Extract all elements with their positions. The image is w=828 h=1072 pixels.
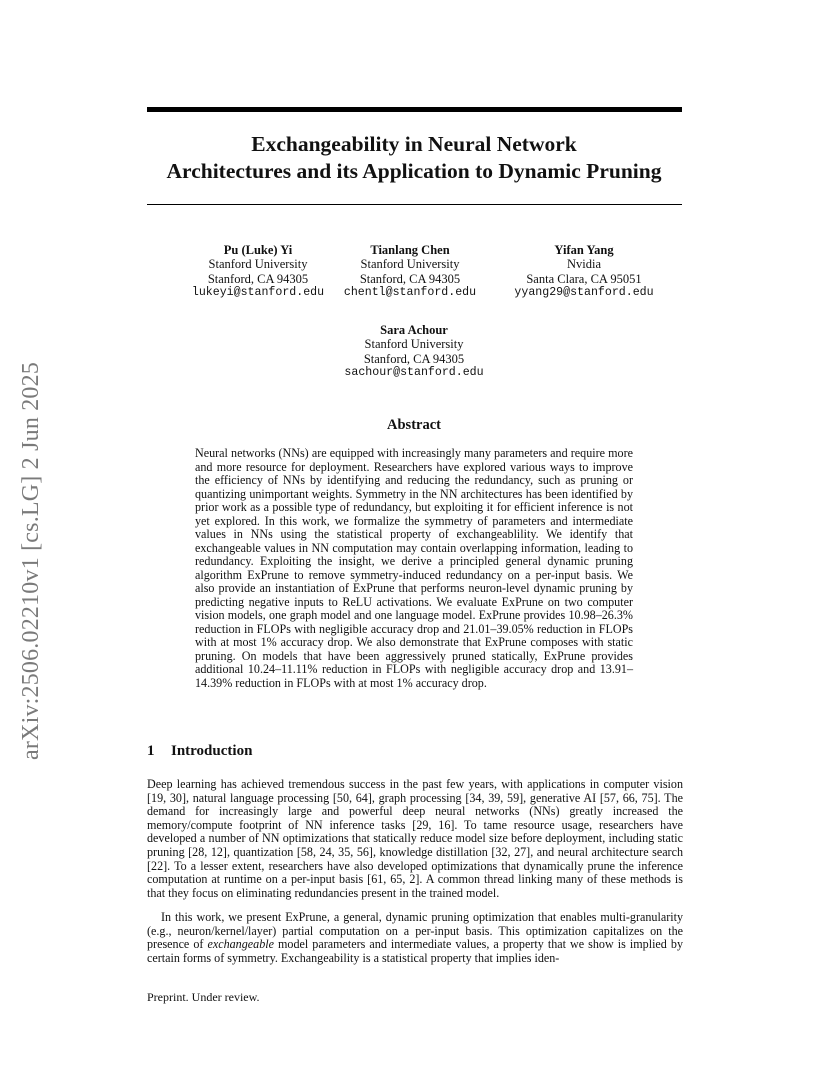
- author-affiliation: Stanford University: [360, 257, 460, 272]
- section-heading: [147, 743, 252, 760]
- paragraph-text: model parameters and intermediate values, a property that we show is implied by certain forms of symmetry. Exchangeability is a statistical property that implies iden-: [147, 937, 683, 965]
- intro-paragraph-2: [147, 911, 683, 965]
- author-affiliation: Nvidia: [566, 257, 602, 272]
- emphasis-text: exchangeable: [207, 937, 274, 952]
- section-number: 1: [147, 743, 155, 759]
- author-email[interactable]: yyang29@stanford.edu: [514, 285, 654, 299]
- author-location: Stanford, CA 94305: [207, 271, 309, 286]
- author-location: Stanford, CA 94305: [359, 271, 461, 286]
- author-name: Pu (Luke) Yi: [223, 243, 293, 257]
- author-block: [474, 243, 694, 300]
- intro-paragraph-1: Deep learning has achieved tremendous success in the past few years, with applications in computer vision [19, 30], natural language processing [50, 64], graph processing [34, 39, 59], generative AI [57, 66, 75]. The demand for increasingly large and powerful deep neural networks (NNs) greatly increased the memory/compute footprint of NN inference tasks [29, 16]. To tame resource usage, researchers have developed a number of NN optimizations that statically reduce model size before deployment, including static pruning [28, 12], quantization [58, 24, 35, 56], knowledge distillation [32, 27], and neural architecture search [22]. To a lesser extent, researchers have also developed optimizations that dynamically prune the inference computation at runtime on a per-input basis [61, 65, 2]. A common thread linking many of these methods is that they focus on eliminating redundancies present in the trained model.: [147, 777, 683, 900]
- author-block: [314, 323, 514, 380]
- title-line-1: Exchangeability in Neural Network: [251, 132, 577, 156]
- author-location: Stanford, CA 94305: [363, 351, 465, 366]
- author-email[interactable]: sachour@stanford.edu: [344, 365, 484, 379]
- author-affiliation: Stanford University: [208, 257, 308, 272]
- title-bottom-rule: [147, 204, 682, 205]
- author-affiliation: Stanford University: [364, 337, 464, 352]
- section-title: Introduction: [171, 743, 253, 759]
- author-name: Tianlang Chen: [370, 243, 450, 257]
- title-line-2: Architectures and its Application to Dynamic Pruning: [166, 159, 662, 183]
- author-email[interactable]: lukeyi@stanford.edu: [191, 285, 325, 299]
- author-location: Santa Clara, CA 95051: [526, 271, 642, 286]
- paper-title: [100, 131, 728, 185]
- arxiv-identifier: arXiv:2506.02210v1 [cs.LG] 2 Jun 2025: [18, 361, 44, 760]
- title-top-rule: [147, 107, 682, 112]
- abstract-heading: Abstract: [387, 417, 441, 433]
- author-name: Yifan Yang: [554, 243, 614, 257]
- author-name: Sara Achour: [380, 323, 448, 337]
- footer-note: Preprint. Under review.: [147, 990, 260, 1004]
- author-email[interactable]: chentl@stanford.edu: [343, 285, 477, 299]
- paragraph-text: In this work, we present ExPrune, a general, dynamic pruning optimization that enables multi-granularity (e.g., neuron/kernel/layer) partial computation on a per-input basis. This optimization capitalizes on the presence of: [147, 910, 683, 952]
- abstract-text: Neural networks (NNs) are equipped with increasingly many parameters and require more and more resource for deployment. Researchers have explored various ways to improve the efficiency of NNs by identifying and reducing the redundancy, such as pruning or quantizing unimportant weights. Symmetry in the NN architectures has been identified by prior work as a possible type of redundancy, but exploiting it for efficient inference is not yet explored. In this work, we formalize the symmetry of parameters and intermediate values in NNs using the statistical property of exchangeablility. We identify that exchangeable values in NN computation may contain overlapping information, leading to redundancy. Exploiting the insight, we derive a principled general dynamic pruning algorithm ExPrune to remove symmetry-induced redundancy on a per-input basis. We also provide an instantiation of ExPrune that performs neuron-level dynamic pruning by predicting negative inputs to ReLU activations. We evaluate ExPrune on two computer vision models, one graph model and one language model. ExPrune provides 10.98–26.3% reduction in FLOPs with negligible accuracy drop and 21.01–39.05% reduction in FLOPs with at most 1% accuracy drop. We also demonstrate that ExPrune composes with static pruning. On models that have been aggressively pruned statically, ExPrune provides additional 10.24–11.11% reduction in FLOPs with negligible accuracy drop and 13.91–14.39% reduction in FLOPs with at most 1% accuracy drop.: [195, 446, 633, 690]
